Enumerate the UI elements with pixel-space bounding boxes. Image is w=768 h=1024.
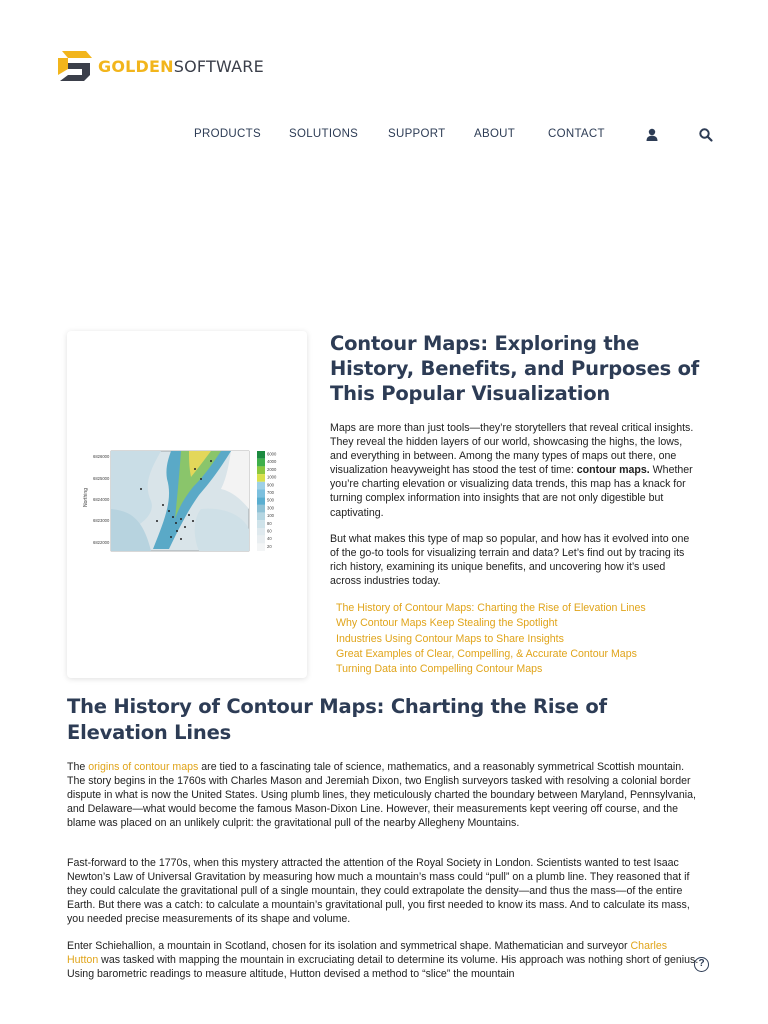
map-legend-value: 80 (267, 520, 272, 526)
brand-name-golden: GOLDEN (98, 56, 174, 76)
intro-text: Whether you’re charting elevation or visualizing data trends, this map has a knack for turning complex information into insights that are not only digestible but captivating. (330, 464, 693, 519)
user-icon[interactable] (644, 127, 660, 143)
main-nav (0, 128, 768, 146)
golden-software-logo-icon (56, 49, 94, 83)
intro-paragraph-2: But what makes this type of map so popular, and how has it evolved into one of the go-to tools for visualizing terrain and data? Let’s find out by tracing its rich history, examining its unique benefits, and uncovering how it’s used across industries today. (330, 533, 690, 588)
nav-products[interactable]: PRODUCTS (194, 128, 261, 140)
toc-link-examples[interactable]: Great Examples of Clear, Compelling, & Accurate Contour Maps (336, 647, 637, 660)
nav-solutions[interactable]: SOLUTIONS (289, 128, 359, 140)
map-legend-value: 60 (267, 528, 272, 534)
map-legend-value: 4000 (267, 459, 277, 465)
search-icon[interactable] (698, 127, 714, 143)
origins-of-contour-maps-link[interactable]: origins of contour maps (88, 761, 199, 773)
intro-bold-term: contour maps. (576, 464, 650, 477)
map-legend-value: 500 (267, 497, 274, 503)
nav-contact[interactable]: CONTACT (548, 128, 605, 140)
body-text: are tied to a fascinating tale of science, mathematics, and a reasonably symmetrical Scottish mountain. The story begins in the 1760s with Charles Mason and Jeremiah Dixon, two English surveyors tasked with resolving a colonial border dispute in what is now the United States. Using plumb lines, they meticulously charted the boundary between Maryland, Pennsylvania, and Delaware—what would become the famous Mason-Dixon Line. However, their measurements kept veering off course, and the blame was placed on an unlikely culprit: the gravitational pull of the nearby Allegheny Mountains. (67, 761, 696, 830)
map-legend-value: 900 (267, 482, 274, 488)
toc-link-turning-data[interactable]: Turning Data into Compelling Contour Maps (336, 663, 543, 676)
body-text: was tasked with mapping the mountain in excruciating detail to determine its volume. His approach was nothing short of genius. Using barometric readings to measure altitude, Hutton devised a method to “slice” the mountain (67, 954, 699, 981)
map-legend-value: 2000 (267, 466, 277, 472)
map-y-tick: 6822000 (93, 540, 110, 545)
toc-link-industries[interactable]: Industries Using Contour Maps to Share Insights (336, 632, 564, 645)
brand-name-software: SOFTWARE (173, 56, 264, 76)
map-y-tick: 6823000 (93, 518, 110, 523)
section-heading-history: The History of Contour Maps: Charting the Rise of Elevation Lines (67, 695, 607, 744)
brand-logo[interactable] (56, 48, 264, 84)
map-y-tick: 6826000 (93, 454, 110, 459)
intro-paragraph-1 (330, 421, 696, 520)
hero-image-card (67, 331, 307, 678)
history-paragraph-2: Fast-forward to the 1770s, when this mystery attracted the attention of the Royal Society in London. Scientists wanted to test Isaac Newton’s Law of Universal Gravitation by measuring how much a mountain’s mass could “pull” on a plumb line. They reasoned that if they could calculate the gravitational pull of a single mountain, they could extrapolate the density—and thus the mass—of the entire Earth. But there was a catch: to calculate a mountain’s gravitational pull, you first needed to know its mass. And to calculate its mass, you needed precise measurements of its shape and volume. (67, 857, 690, 926)
map-legend-value: 6000 (267, 451, 277, 457)
intro-text: Maps are more than just tools—they’re storytellers that reveal critical insights. They reveal the hidden layers of our world, showcasing the highs, the lows, and everything in between. Among the many types of maps out there, one visualization heavyweight has stood the test of time: (330, 422, 694, 477)
contour-map-image (81, 449, 303, 557)
help-icon[interactable]: ? (694, 957, 709, 972)
map-legend-value: 20 (267, 543, 272, 549)
body-text: Enter Schiehallion, a mountain in Scotland, chosen for its isolation and symmetrical shape. Mathematician and surveyor (67, 940, 631, 952)
table-of-contents (336, 601, 706, 677)
map-legend-value: 40 (267, 536, 272, 542)
map-legend (257, 451, 277, 551)
map-legend-value: 700 (267, 490, 274, 495)
nav-about[interactable]: ABOUT (474, 128, 516, 140)
map-y-tick: 6824000 (93, 497, 110, 502)
map-legend-value: 300 (267, 505, 274, 511)
history-paragraph-3 (67, 939, 699, 981)
nav-support[interactable]: SUPPORT (388, 128, 446, 140)
map-legend-value: 100 (267, 513, 274, 519)
map-legend-value: 1000 (267, 474, 277, 480)
toc-link-history[interactable]: The History of Contour Maps: Charting the Rise of Elevation Lines (336, 602, 646, 614)
map-y-axis-label: Northing (83, 488, 89, 507)
body-text: The (67, 761, 89, 773)
article-title: Contour Maps: Exploring the History, Benefits, and Purposes of This Popular Visualization (330, 332, 700, 405)
charles-hutton-link[interactable]: Charles Hutton (67, 940, 668, 967)
map-y-tick: 6825000 (93, 476, 110, 481)
toc-link-spotlight[interactable]: Why Contour Maps Keep Stealing the Spotlight (336, 617, 558, 630)
history-paragraph-1 (67, 760, 699, 830)
